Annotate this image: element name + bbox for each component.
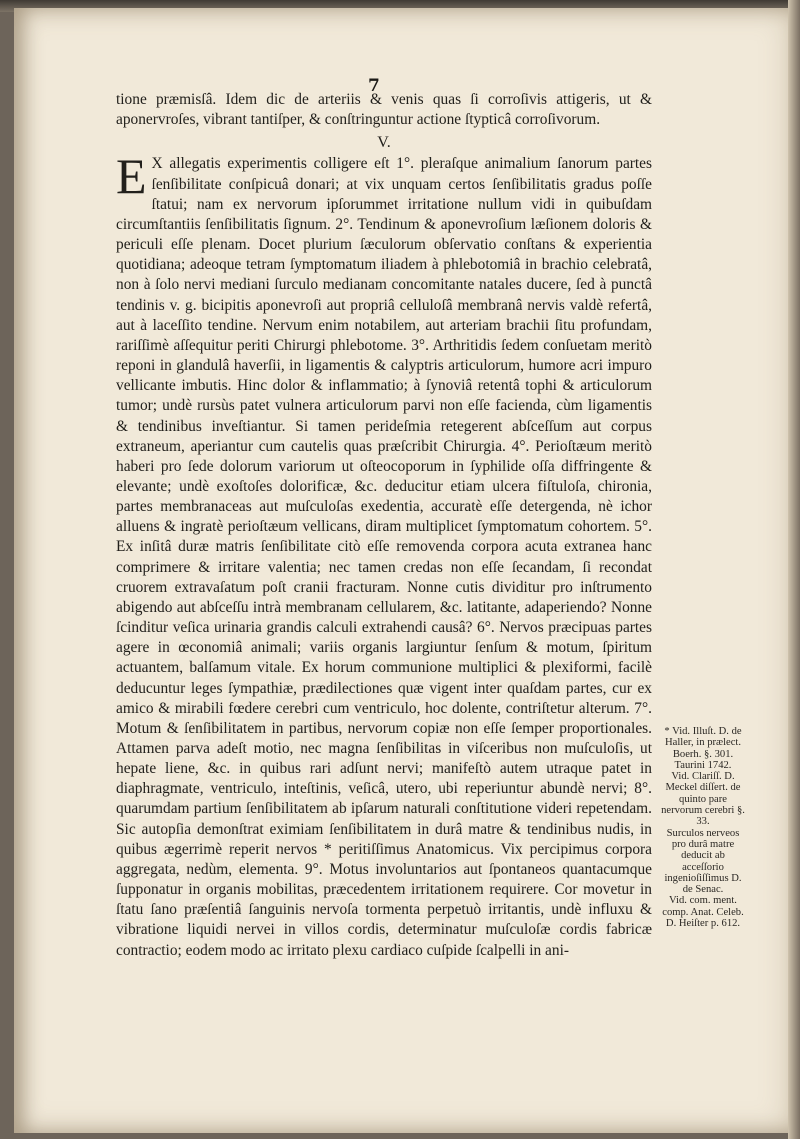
- margin-notes: [660, 726, 746, 929]
- main-text-column: [116, 90, 652, 961]
- section-heading: V.: [377, 134, 391, 152]
- page-number: 7: [368, 76, 380, 96]
- section-paragraph: [116, 148, 652, 960]
- margin-note-haller: * Vid. Illuſt. D. de Haller, in prælect. Boerh. §. 301. Taurini 1742.: [664, 726, 742, 771]
- drop-cap: E: [116, 148, 147, 205]
- book-right-edge: [788, 0, 800, 1139]
- section-body: X allegatis experimentis colligere eſt 1°. pleraſque animalium ſanorum partes ſenſibilitate conſpicuâ donari; at vix unquam certos ſenſibilitatis gradus poſſe ſtatui; nam ex nervorum ipſorummet irritatione nullum vidi in quibuſdam circumſtantiis ſenſibilitatis ſignum. 2°. Tendinum & aponevroſium læſionem doloris & periculi eſſe plenam. Docet plurium ſæculorum obſervatio conſtans & experientia quotidiana; adeoque tetram ſymptomatum iliadem à phlebotomiâ in brachio celebratâ, non à ſolo nervi mediani ſurculo medianam concomitante natales ducere, ſed à punctâ tendinis v. g. bicipitis aponevroſi aut propriâ celluloſâ membranâ nervis valdè refertâ, aut à laceſſito tendine. Nervum enim notabilem, aut arteriam brachii ſitu profundam, rariſſimè aſſequitur periti Chirurgi phlebotome. 3°. Arthritidis ſedem conſuetam meritò reponi in glandulâ haverſii, in ligamentis & calyptris articulorum, humore acri impuro vellicante imbutis. Hinc dolor & inflammatio; à ſynoviâ retentâ tophi & articulorum tumor; undè rursùs patet vulnera articulorum parvi non eſſe facienda, cùm ligamentis & tendinibus inveſtiantur. Si tamen perideſmia retegerent abſceſſum aut corpus extraneum, aperiantur cum cautelis quas præſcribit Chirurgia. 4°. Perioſtæum meritò haberi pro ſede dolorum variorum ut oſteocoporum in ſyphilide oſſa diffringente & elevante; undè exoſtoſes dolorificæ, &c. deducitur etiam ulcera fiſtuloſa, chironia, partes membranaceas aut muſculoſas exedentia, accuratè eſſe detergenda, nè ichor alluens & ingratè perioſtæum vellicans, diram multiplicet ſymptomatum cohortem. 5°. Ex inſitâ duræ matris ſenſibilitate citò eſſe removenda corpora acuta extranea hanc comprimere & irritare valentia; nec tamen credas non eſſe ſecandam, ſi recondat cruorem extravaſatum poſt cranii fracturam. Nonne cutis dividitur pro inſtrumento abigendo aut abſceſſu intrà membranam cellularem, &c. latitante, adaperiendo? Nonne ſcinditur veſica urinaria grandis calculi extrahendi causâ? 6°. Nervos præcipuas partes agere in œconomiâ animali; variis organis largiuntur ſenſum & motum, ſpiritum actuantem, balſamum vitale. Ex horum communione multiplici & plexiformi, facilè deducuntur leges ſympathiæ, prædilectiones quæ vigent inter quaſdam partes, cur ex amico & mirabili fœdere cerebri cum ventriculo, hoc dolente, contriſtetur alterum. 7°. Motum & ſenſibilitatem in partibus, nervorum copiæ non eſſe ſemper proportionales. Attamen parva adeſt motio, nec magna ſenſibilitas in viſceribus non muſculoſis, ut hepate liene, &c. in quibus rari adſunt nervi; manifeſtò autem utraque patet in diaphragmate, ventriculo, inteſtinis, veſicâ, utero, ubi reperiuntur abundè nervi; 8°. quarumdam partium ſenſibilitatem ab ipſarum naturali conſtitutione videri repetendam. Sic autopſia demonſtrat eximiam ſenſibilitatem in durâ matre & tendinibus nudis, in quibus ægerrimè reperit nervos * peritiſſimus Anatomicus. Vix percipimus corpora aggregata, nedùm, elementa. 9°. Motus involuntarios aut ſpontaneos quantacumque ſupponatur in organis mobilitas, præcedentem irritationem requirere. Cor movetur in ſtatu ſano præſentiâ ſanguinis nervoſa tormenta perpetuò irritantis, undè influxu & vibratione liquidi nervei in villos cordis, determinatur muſculoſæ cordis fabricæ contractio; eodem modo ac irritato plexu cardiaco cuſpide ſcalpelli in ani-: [116, 155, 652, 959]
- margin-note-heister: Vid. com. ment. comp. Anat. Celeb. D. Heiſter p. 612.: [662, 895, 744, 930]
- margin-note-senac: Surculos nerveos pro durâ matre deducit ab acceſſorio ingenioſiſſimus D. de Senac.: [664, 827, 742, 896]
- continuation-paragraph: tione præmisſâ. Idem dic de arteriis & venis quas ſi corroſivis attigeris, ut & aponervroſes, vibrant tantiſper, & conſtringuntur actione ſtypticâ corroſivorum.: [116, 91, 652, 129]
- margin-note-meckel: Vid. Clariſſ. D. Meckel diſſert. de quinto pare nervorum cerebri §. 33.: [661, 771, 745, 828]
